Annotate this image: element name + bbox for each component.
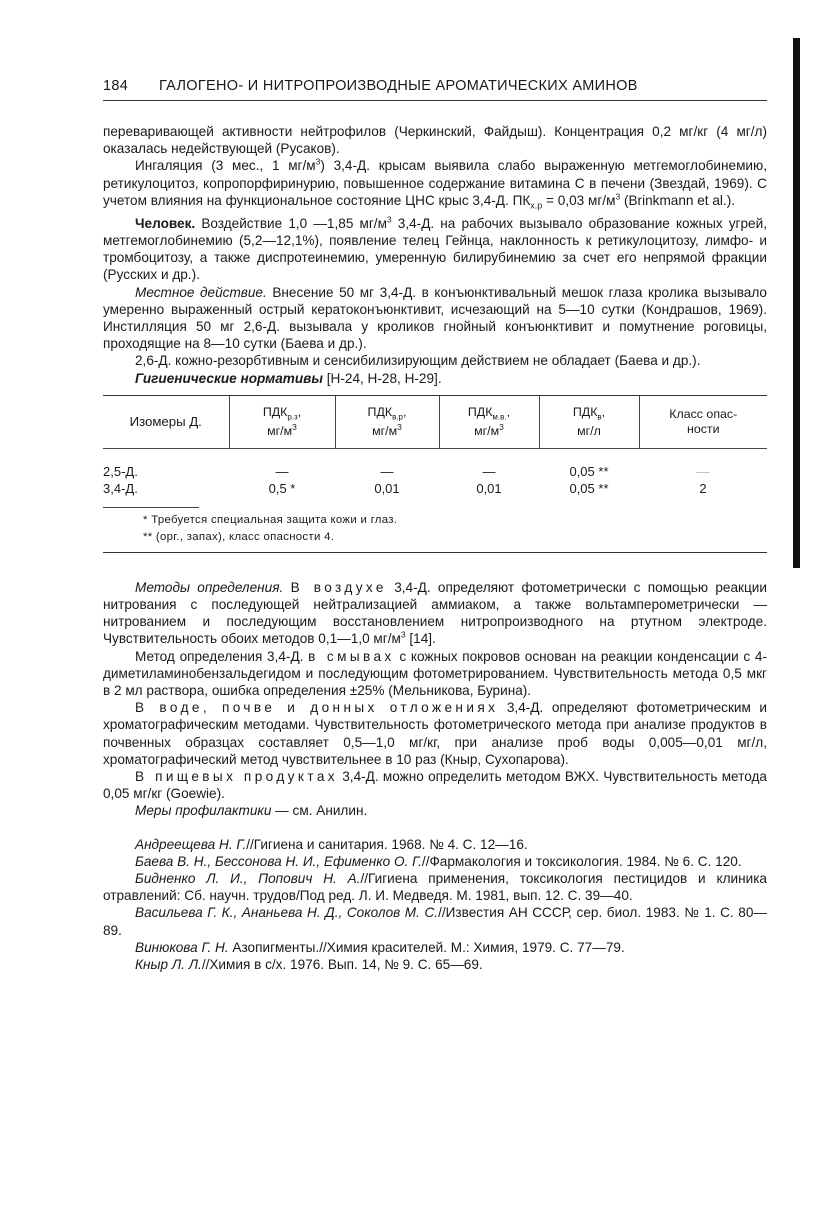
paragraph-text: переваривающей активности нейтрофилов (Черкинский, Файдыш). Концентрация 0,2 мг/кг (4 мг/л) оказалась недействующей (Русаков).: [103, 124, 767, 157]
header-text: Изомеры Д.: [129, 414, 202, 430]
header-unit: мг/л: [577, 424, 601, 438]
reference-authors: Баева В. Н., Бессонова Н. И., Ефименко О. Г.: [135, 853, 422, 869]
cell-pdk-rz: —: [275, 463, 289, 479]
col-header-pdk-v: $ПДК_в$, мг/л: [539, 396, 639, 449]
reference-item: [103, 853, 767, 870]
paragraph-food: [103, 768, 767, 802]
paragraph-air: [103, 579, 767, 648]
table-header-row: [103, 396, 767, 449]
reference-authors: Кныр Л. Л.: [135, 957, 202, 973]
header-text: ПДК: [367, 404, 393, 419]
text-run: — см. Анилин.: [271, 803, 368, 819]
page-number: 184: [103, 78, 129, 94]
footnote: * Требуется специальная защита кожи и глаз.: [143, 513, 398, 526]
reference-item: [103, 956, 767, 973]
text-run: [14].: [405, 631, 436, 647]
subscript: м.в.: [492, 412, 507, 421]
header-rule: [103, 100, 767, 101]
run-in-heading: Гигиенические нормативы: [135, 370, 323, 386]
reference-authors: Андреещева Н. Г.: [135, 836, 247, 852]
reference-source: Азопигменты.//Химия красителей. М.: Химия, 1979. С. 77—79.: [228, 939, 625, 955]
reference-source: //Гигиена и санитария. 1968. № 4. С. 12—16.: [246, 836, 528, 852]
cell-pdk-rz: 0,5 *: [268, 480, 296, 496]
paragraph-swabs: [103, 648, 767, 700]
cell-pdk-ar: 0,01: [374, 480, 400, 496]
cell-pdk-ss: —: [482, 463, 496, 479]
reference-item: [103, 939, 767, 956]
text-run: Воздействие 1,0 —1,85 мг/м: [195, 215, 387, 231]
reference-authors: Васильева Г. К., Ананьева Н. Д., Соколов М. С.: [135, 905, 439, 921]
header-unit: мг/м: [372, 424, 398, 438]
cell-hazard-class: 2: [699, 480, 707, 496]
table-row: [103, 480, 767, 507]
superscript: 3: [400, 629, 406, 640]
references-list: [103, 836, 767, 974]
cell-isomer: 3,4-Д.: [103, 480, 138, 496]
col-header-pdk-ss: $ПДК_{м.в.}$, $мг/м^3$: [439, 396, 539, 449]
cell-pdk-v: 0,05 **: [569, 480, 609, 496]
norms-table: [103, 396, 767, 507]
col-header-pdk-rz: $ПДК_{р.з}$, $мг/м^3$: [229, 396, 335, 449]
reference-source: //Химия в с/х. 1976. Вып. 14, № 9. С. 65—69.: [201, 957, 483, 973]
spaced-term: В воде, почве и донных отложениях: [135, 700, 499, 716]
text-run: = 0,03 мг/м: [542, 192, 616, 208]
text-run: ) 3,4-Д. крысам выявила слабо выраженную метгемоглобинемию, ретикулоцитоз, копропорфиринурию, повышенное содержание витамина С в печени (Звездай, 1969). С учетом влияния на функциональное состояние ЦНС крыс 3,4-Д. ПК: [103, 158, 767, 208]
paragraph-norms: [103, 370, 767, 387]
text-run: 3,4-Д. определяют фотометрически с помощью реакции нитрования с последующей нейтрализацией аммиаком, а также вольтамперометрически — нитрованием и последующим восстановлением нитропроизводного на ртутном электроде. Чувствительность обоих методов 0,1—1,0 мг/м: [103, 579, 767, 647]
text-run: Метод определения 3,4-Д.: [135, 648, 304, 664]
superscript: 3: [615, 191, 621, 202]
running-header: [103, 76, 767, 98]
text-run: 3,4-Д. можно определить методом ВЖХ. Чувствительность метода 0,05 мг/кг (Goewie).: [103, 769, 767, 802]
reference-source: //Фармакология и токсикология. 1984. № 6. С. 120.: [421, 853, 742, 869]
spaced-term: в смывах: [308, 648, 395, 664]
run-in-heading: Человек.: [135, 215, 196, 231]
paragraph-continuation: [103, 123, 767, 157]
header-unit: мг/м: [474, 424, 500, 438]
reference-authors: Винюкова Г. Н.: [135, 939, 229, 955]
reference-source: //Известия АН СССР, сер. биол. 1983. № 1. С. 80—89.: [103, 905, 767, 938]
header-text: ности: [686, 421, 720, 436]
text-run: с кожных покровов основан на реакции конденсации с 4-диметиламинобензальдегидом и последующим фотометрированием. Чувствительность метода 0,5 мкг в 2 мл раствора, ошибка определения ±25% (Мельникова, Бурина).: [103, 648, 767, 698]
header-text: ПДК: [467, 404, 493, 419]
methods-section: [103, 579, 767, 820]
header-text: Класс опас-: [669, 406, 738, 421]
cell-isomer: 2,5-Д.: [103, 463, 138, 479]
superscript: 3: [292, 421, 297, 432]
col-header-hazard-class: [639, 396, 767, 449]
cell-pdk-ar: —: [380, 463, 394, 479]
superscript: 3: [386, 214, 392, 225]
paragraph-water-soil: [103, 699, 767, 768]
spaced-term: В воздухе: [290, 579, 387, 595]
col-header-isomers: [103, 396, 229, 449]
table-footnotes: [103, 508, 767, 552]
margin-bar: [793, 38, 800, 568]
norms-table-block: [103, 395, 767, 553]
cell-pdk-v: 0,05 **: [569, 463, 609, 479]
cell-pdk-ss: 0,01: [476, 480, 502, 496]
header-unit: мг/м: [267, 424, 293, 438]
body-text-top: [103, 123, 767, 387]
col-header-pdk-ar: $ПДК_{в.р}$, $мг/м^3$: [335, 396, 439, 449]
paragraph-human: [103, 215, 767, 284]
superscript: 3: [397, 421, 402, 432]
text-run: [Н-24, Н-28, Н-29].: [322, 370, 442, 386]
run-in-heading: Методы определения.: [135, 579, 284, 595]
subscript: х.р: [530, 200, 543, 211]
run-in-heading: Местное действие.: [135, 284, 267, 300]
header-text: ПДК: [572, 404, 598, 419]
footnote: ** (орг., запах), класс опасности 4.: [143, 530, 335, 543]
book-page: [103, 76, 767, 973]
subscript: в: [597, 412, 602, 421]
cell-hazard-class: —: [696, 463, 710, 479]
text-run: (Brinkmann et al.).: [620, 192, 736, 208]
superscript: 3: [315, 156, 321, 167]
paragraph-prevention: [103, 802, 767, 819]
reference-authors: Бидненко Л. И., Попович Н. А.: [135, 871, 361, 887]
superscript: 3: [499, 421, 504, 432]
reference-item: [103, 904, 767, 938]
reference-item: [103, 870, 767, 904]
text-run: 3,4-Д. определяют фотометрическим и хроматографическим методами. Чувствительность фотометрического метода при анализе продуктов в почвенных образцах составляет 0,5—1,0 мг/кг, при анализе проб воды 0,005—0,01 мг/л, хроматографический метод чувствительнее в 10 раз (Кныр, Сухопарова).: [103, 700, 768, 767]
table-bottom-rule: [103, 552, 767, 553]
running-title: ГАЛОГЕНО- И НИТРОПРОИЗВОДНЫЕ АРОМАТИЧЕСКИХ АМИНОВ: [159, 78, 638, 94]
paragraph-inhalation: [103, 157, 767, 214]
text-run: 3,4-Д. на рабочих вызывало образование кожных угрей, метгемоглобинемию (5,2—12,1%), появление телец Гейнца, наклонность к ретикулоцитозу, лимфо- и тромбоцитозу, а также диспротеинемию, умеренную билирубинемию за счет его непрямой фракции (Русских и др.).: [103, 215, 767, 283]
subscript: в.р: [392, 412, 403, 421]
header-text: ПДК: [262, 404, 288, 419]
subscript: р.з: [287, 412, 298, 421]
text-run: Внесение 50 мг 3,4-Д. в конъюнктивальный мешок глаза кролика вызывало умеренно выраженный острый кератоконъюнктивит, исчезающий на 5—10 сутки (Кондрашов, 1969). Инстилляция 50 мг 2,6-Д. вызывала у кроликов гнойный конъюнктивит и помутнение роговицы, проходящие на 8—10 сутки (Баева и др.).: [103, 284, 767, 352]
run-in-heading: Меры профилактики: [135, 803, 272, 819]
reference-source: //Гигиена применения, токсикология пестицидов и клиника отравлений: Сб. научн. трудов/Под ред. Л. И. Медведя. М. 1981, вып. 12. С. 39—40.: [103, 871, 767, 904]
paragraph-local-action: [103, 284, 767, 353]
reference-item: [103, 836, 767, 853]
paragraph-skin: [103, 352, 767, 369]
text-run: Ингаляция (3 мес., 1 мг/м: [135, 158, 316, 174]
paragraph-text: 2,6-Д. кожно-резорбтивным и сенсибилизирующим действием не обладает (Баева и др.).: [135, 353, 701, 369]
spaced-term: В пищевых продуктах: [135, 769, 338, 784]
table-row: [103, 448, 767, 480]
